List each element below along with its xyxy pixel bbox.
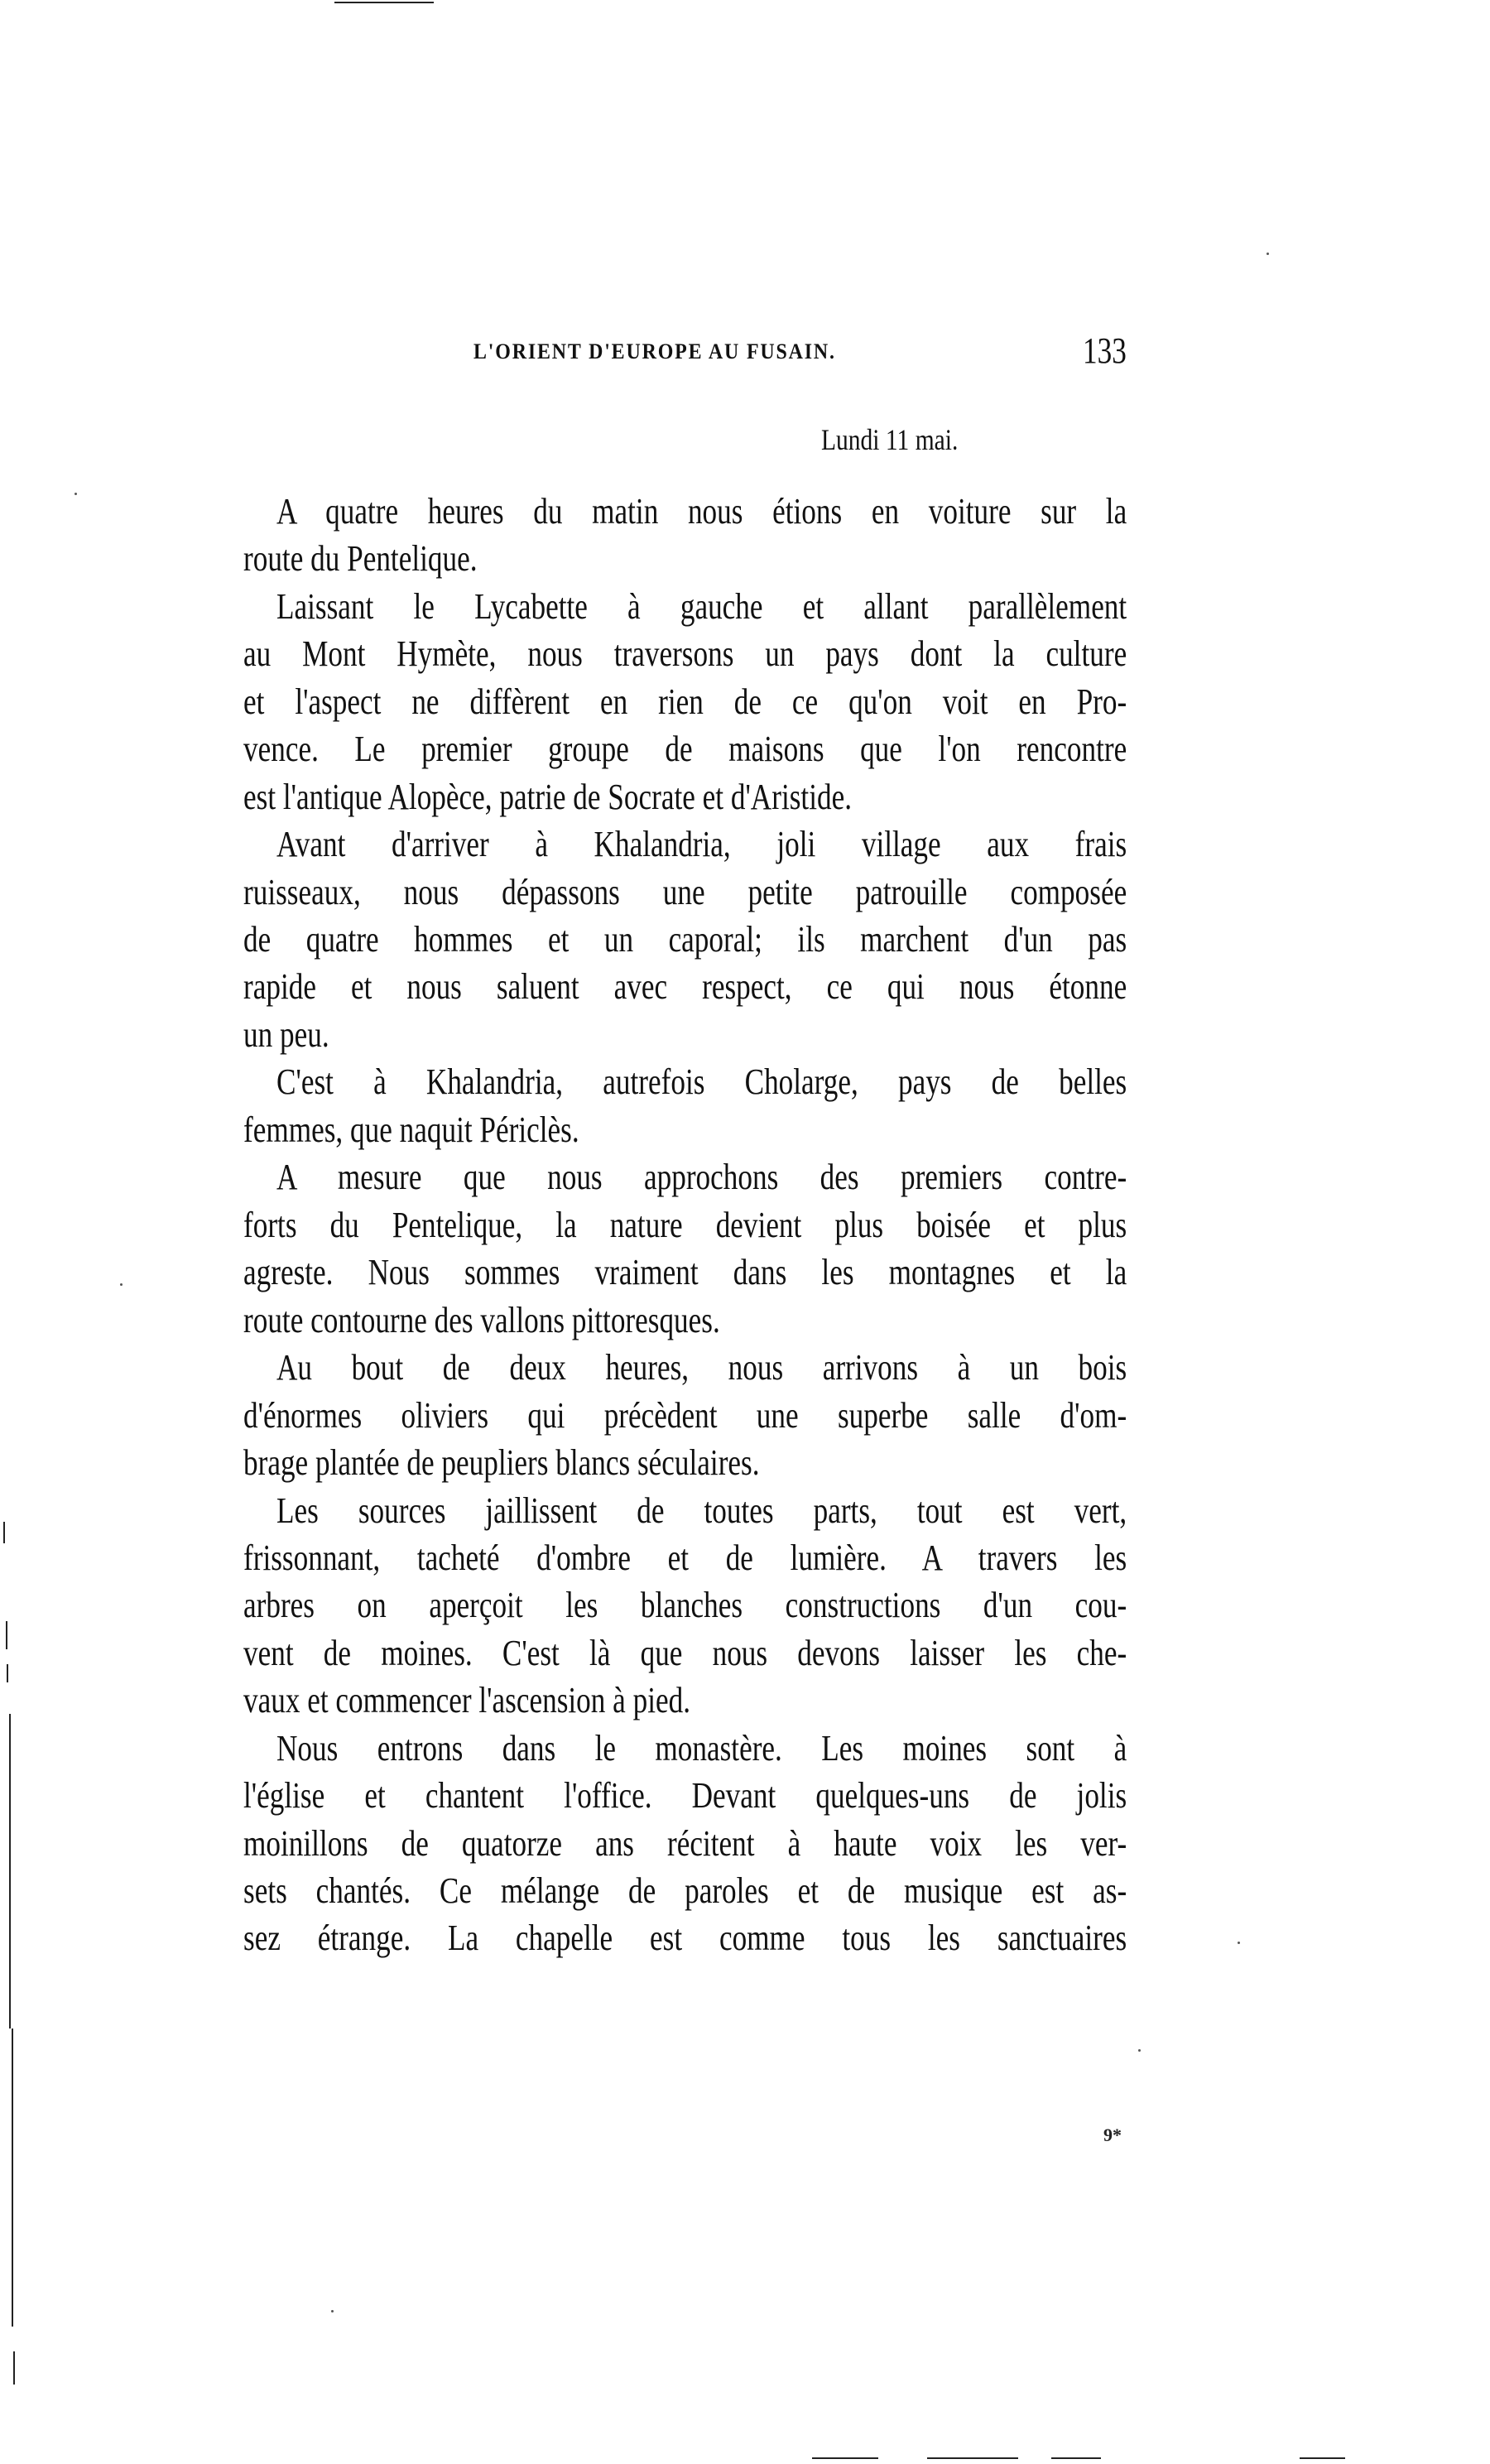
text-line: ruisseaux, nous dépassons une petite patrouille composée <box>243 872 1127 912</box>
scan-artifact-left-edge <box>12 2028 13 2327</box>
scan-artifact-bottom-rule <box>1300 2457 1345 2459</box>
text-line: brage plantée de peupliers blancs séculaires. <box>243 1442 760 1483</box>
scan-speck <box>1138 2049 1141 2052</box>
text-line: vent de moines. C'est là que nous devons laisser les che- <box>243 1633 1127 1673</box>
page-number: 133 <box>1083 330 1127 371</box>
text-line: un peu. <box>243 1014 329 1055</box>
text-line: A mesure que nous approchons des premiers contre- <box>276 1157 1127 1197</box>
text-line: frissonnant, tacheté d'ombre et de lumière. A travers les <box>243 1538 1127 1578</box>
scan-speck <box>1238 1942 1240 1944</box>
scan-artifact-bottom-rule <box>927 2457 1018 2459</box>
text-line: d'énormes oliviers qui précèdent une superbe salle d'om- <box>243 1395 1127 1436</box>
signature-mark: 9* <box>1103 2125 1122 2145</box>
text-line: agreste. Nous sommes vraiment dans les montagnes et la <box>243 1252 1127 1292</box>
text-line: et l'aspect ne diffèrent en rien de ce qu'on voit en Pro- <box>243 681 1127 722</box>
scan-speck <box>120 1283 123 1286</box>
scan-artifact-left-edge <box>6 1621 7 1649</box>
text-line: Les sources jaillissent de toutes parts, tout est vert, <box>276 1490 1127 1531</box>
text-line: au Mont Hymète, nous traversons un pays dont la culture <box>243 633 1127 674</box>
scan-artifact-bottom-rule <box>812 2457 878 2459</box>
scan-artifact-left-edge <box>13 2351 15 2385</box>
scan-artifact-top-rule <box>334 2 434 3</box>
date-heading: Lundi 11 mai. <box>821 423 959 456</box>
text-line: moinillons de quatorze ans récitent à haute voix les ver- <box>243 1823 1127 1864</box>
scan-artifact-left-edge <box>9 1714 11 2028</box>
scan-artifact-left-edge <box>3 1522 5 1543</box>
scan-speck <box>74 493 77 495</box>
scan-artifact-bottom-rule <box>1051 2457 1101 2459</box>
text-line: rapide et nous saluent avec respect, ce qui nous étonne <box>243 966 1127 1007</box>
running-title: L'ORIENT D'EUROPE AU FUSAIN. <box>473 339 836 363</box>
text-line: vaux et commencer l'ascension à pied. <box>243 1680 690 1720</box>
text-line: forts du Pentelique, la nature devient plus boisée et plus <box>243 1205 1127 1245</box>
text-line: route contourne des vallons pittoresques. <box>243 1300 720 1340</box>
text-line: Nous entrons dans le monastère. Les moines sont à <box>276 1728 1127 1769</box>
scan-speck <box>1266 253 1269 255</box>
scan-speck <box>331 2310 334 2312</box>
scan-artifact-left-edge <box>7 1664 8 1682</box>
text-line: A quatre heures du matin nous étions en voiture sur la <box>276 491 1127 532</box>
text-line: de quatre hommes et un caporal; ils marchent d'un pas <box>243 919 1127 960</box>
text-line: sez étrange. La chapelle est comme tous les sanctuaires <box>243 1918 1127 1958</box>
text-line: Laissant le Lycabette à gauche et allant parallèlement <box>276 586 1127 627</box>
text-line: Au bout de deux heures, nous arrivons à un bois <box>276 1347 1127 1388</box>
text-line: C'est à Khalandria, autrefois Cholarge, pays de belles <box>276 1061 1127 1102</box>
text-line: vence. Le premier groupe de maisons que l'on rencontre <box>243 729 1127 769</box>
text-line: arbres on aperçoit les blanches constructions d'un cou- <box>243 1585 1127 1625</box>
text-line: l'église et chantent l'office. Devant quelques-uns de jolis <box>243 1775 1127 1816</box>
text-line: sets chantés. Ce mélange de paroles et de musique est as- <box>243 1870 1127 1911</box>
text-line: femmes, que naquit Périclès. <box>243 1109 579 1150</box>
text-line: route du Pentelique. <box>243 538 478 579</box>
text-line: est l'antique Alopèce, patrie de Socrate et d'Aristide. <box>243 777 853 817</box>
text-line: Avant d'arriver à Khalandria, joli village aux frais <box>276 824 1127 864</box>
